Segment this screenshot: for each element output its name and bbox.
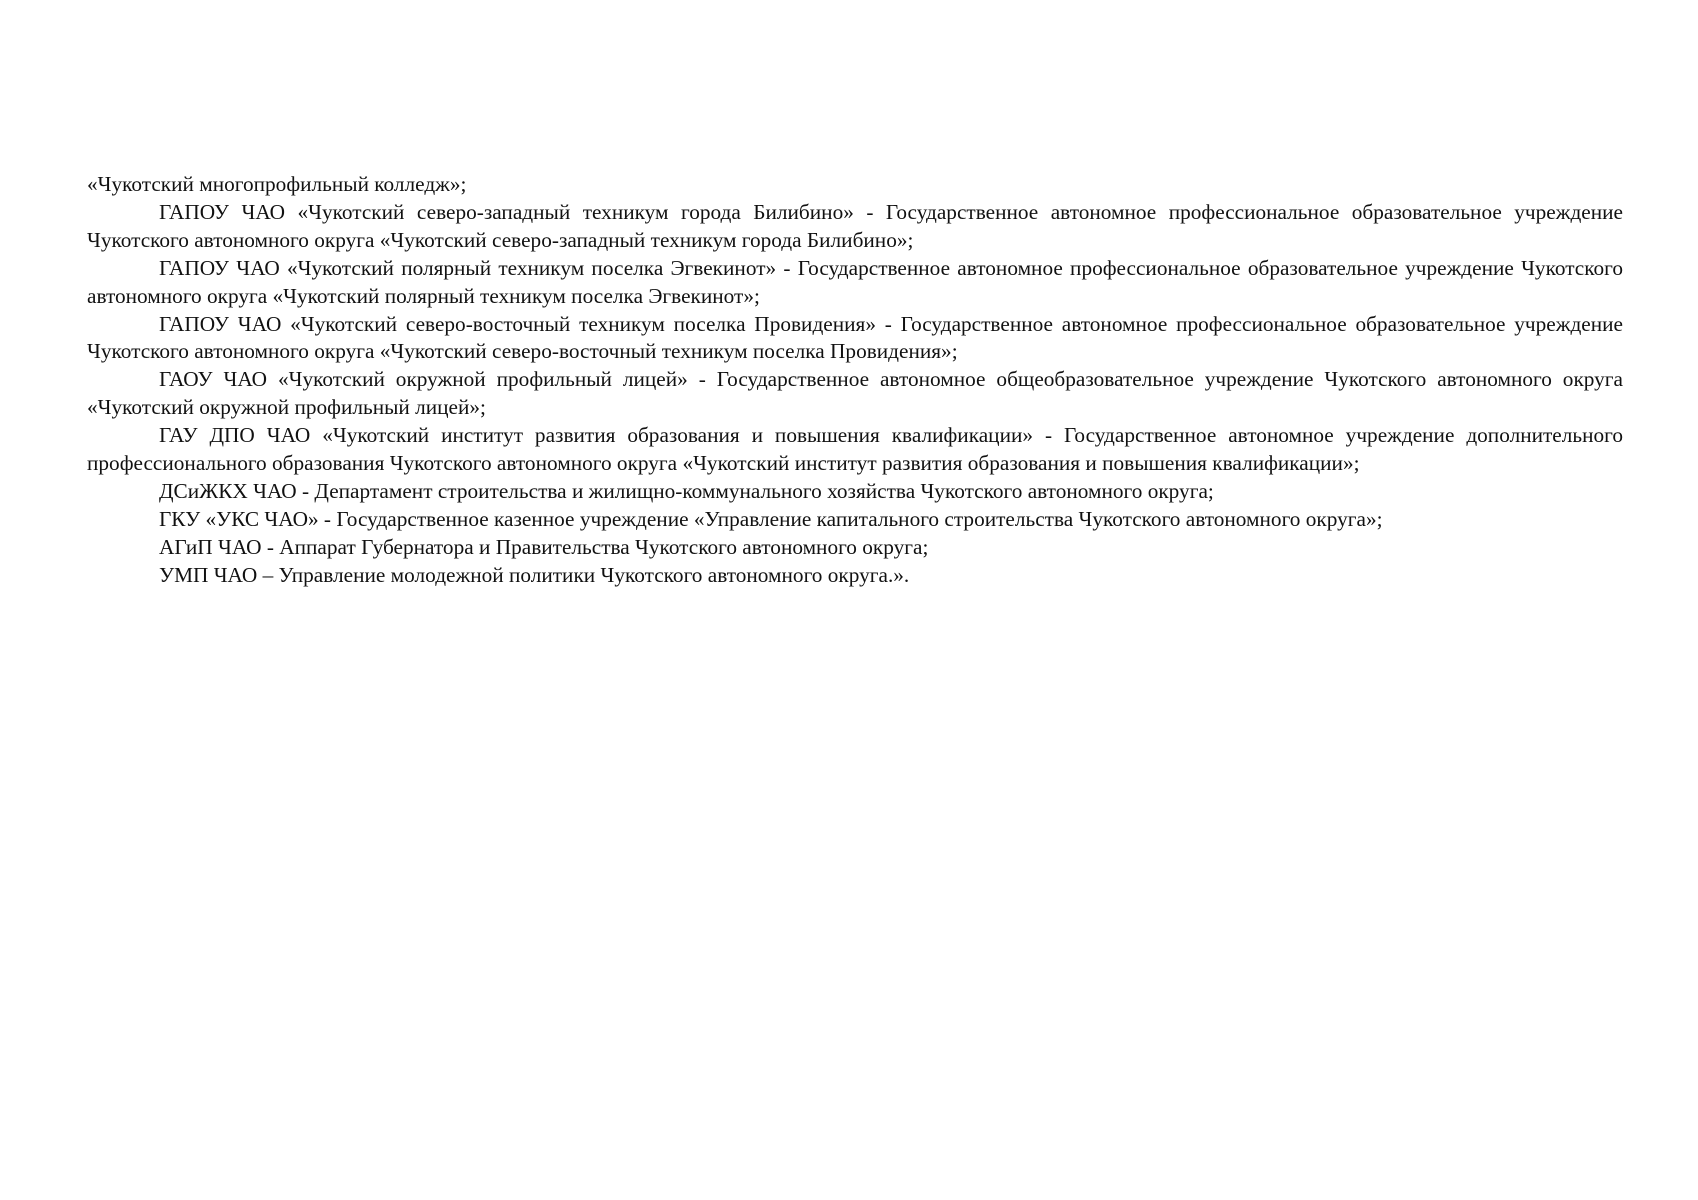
paragraph-governor-apparatus: АГиП ЧАО - Аппарат Губернатора и Правительства Чукотского автономного округа;	[159, 534, 929, 559]
paragraph-college: «Чукотский многопрофильный колледж»;	[87, 172, 467, 196]
document-body	[87, 171, 1623, 590]
paragraph-provideniya-technikum: ГАПОУ ЧАО «Чукотский северо-восточный техникум поселка Провидения» - Государственное автономное профессиональное образовательное учреждение Чукотского автономного округа «Чукотский северо-восточный техникум поселка Провидения»;	[87, 311, 1623, 364]
paragraph-education-institute: ГАУ ДПО ЧАО «Чукотский институт развития образования и повышения квалификации» - Государственное автономное учреждение дополнительного профессионального образования Чукотского автономного округа «Чукотский институт развития образования и повышения квалификации»;	[87, 423, 1623, 476]
paragraph-construction-department: ДСиЖКХ ЧАО - Департамент строительства и жилищно-коммунального хозяйства Чукотского автономного округа;	[159, 478, 1214, 503]
paragraph-capital-construction: ГКУ «УКС ЧАО» - Государственное казенное учреждение «Управление капитального строительства Чукотского автономного округа»;	[159, 506, 1383, 531]
paragraph-lyceum: ГАОУ ЧАО «Чукотский окружной профильный лицей» - Государственное автономное общеобразовательное учреждение Чукотского автономного округа «Чукотский окружной профильный лицей»;	[87, 367, 1623, 420]
paragraph-egvekinot-technikum: ГАПОУ ЧАО «Чукотский полярный техникум поселка Эгвекинот» - Государственное автономное профессиональное образовательное учреждение Чукотского автономного округа «Чукотский полярный техникум поселка Эгвекинот»;	[87, 255, 1623, 308]
paragraph-youth-policy: УМП ЧАО – Управление молодежной политики Чукотского автономного округа.».	[159, 562, 910, 587]
paragraph-bilibino-technikum: ГАПОУ ЧАО «Чукотский северо-западный техникум города Билибино» - Государственное автономное профессиональное образовательное учреждение Чукотского автономного округа «Чукотский северо-западный техникум города Билибино»;	[87, 199, 1623, 252]
